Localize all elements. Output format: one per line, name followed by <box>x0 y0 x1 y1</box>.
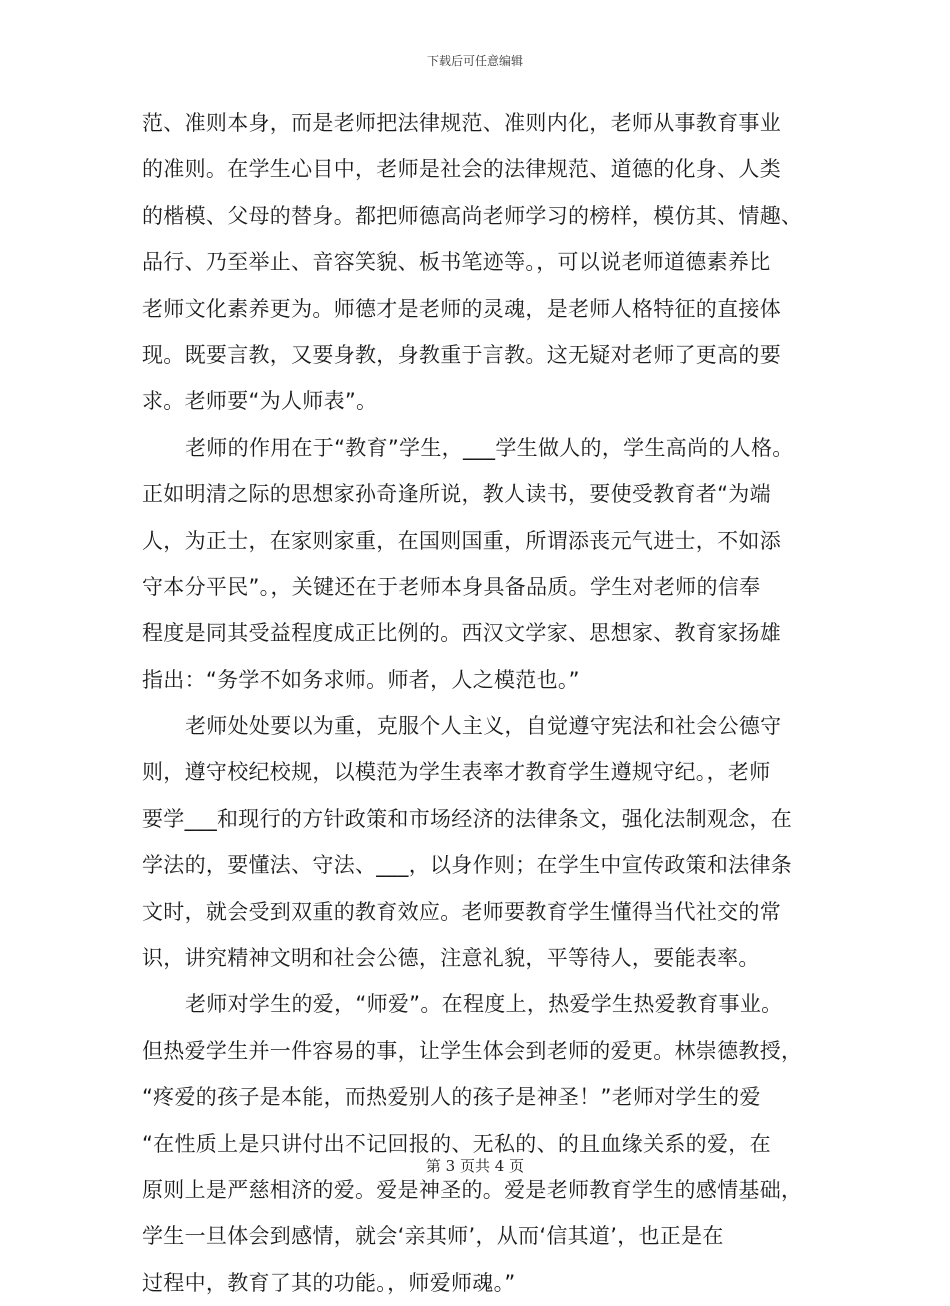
text-line: 程度是同其受益程度成正比例的。西汉文学家、思想家、教育家扬雄 <box>142 621 781 646</box>
text-line: 识，讲究精神文明和社会公德，注意礼貌，平等待人，要能表率。 <box>142 946 760 971</box>
paragraph-first-line: 老师处处要以为重，克服个人主义，自觉遵守宪法和社会公德守 <box>185 714 782 739</box>
paragraph-first-line: 老师的作用在于“教育”学生，___学生做人的，学生高尚的人格。 <box>185 435 794 460</box>
paragraph-first-line: 老师对学生的爱，“师爱”。在程度上，热爱学生热爱教育事业。 <box>185 992 783 1017</box>
text-line: 文时，就会受到双重的教育效应。老师要教育学生懂得当代社交的常 <box>142 899 781 924</box>
text-line: 则，遵守校纪校规，以模范为学生表率才教育学生遵规守纪。，老师 <box>142 760 771 785</box>
text-line: 要学___和现行的方针政策和市场经济的法律条文，强化法制观念，在 <box>142 806 793 831</box>
text-line: 现。既要言教，又要身教，身教重于言教。这无疑对老师了更高的要 <box>142 342 781 367</box>
text-line: “疼爱的孩子是本能，而热爱别人的孩子是神圣！”老师对学生的爱 <box>142 1085 761 1110</box>
page-header: 下载后可任意编辑 <box>426 54 523 68</box>
text-line: 正如明清之际的思想家孙奇逢所说，教人读书，要使受教育者“为端 <box>142 482 771 507</box>
text-line: 学法的，要懂法、守法、___，以身作则；在学生中宣传政策和法律条 <box>142 853 793 878</box>
document-body <box>142 100 832 1306</box>
page-number-footer: 第 3 页共 4 页 <box>425 1157 525 1175</box>
text-line: 原则上是严慈相济的爱。爱是神圣的。爱是老师教育学生的感情基础， <box>142 1177 803 1202</box>
text-line: 指出：“务学不如务求师。师者，人之模范也。” <box>142 667 580 692</box>
text-line: 但热爱学生并一件容易的事，让学生体会到老师的爱更。林崇德教授， <box>142 1038 803 1063</box>
text-line: 人，为正士，在家则家重，在国则国重，所谓添丧元气进士，不如添 <box>142 528 781 553</box>
text-line: “在性质上是只讲付出不记回报的、无私的、的且血缘关系的爱，在 <box>142 1131 771 1156</box>
text-line: 的楷模、父母的替身。都把师德高尚老师学习的榜样，模仿其、情趣、 <box>142 203 803 228</box>
text-line: 求。老师要“为人师表”。 <box>142 389 378 414</box>
text-line: 范、准则本身，而是老师把法律规范、准则内化，老师从事教育事业 <box>142 111 781 135</box>
text-line: 老师文化素养更为。师德才是老师的灵魂，是老师人格特征的直接体 <box>142 296 781 321</box>
text-line: 学生一旦体会到感情，就会‘亲其师’，从而‘信其道’，也正是在 <box>142 1224 724 1249</box>
text-line: 品行、乃至举止、音容笑貌、板书笔迹等。，可以说老师道德素养比 <box>142 250 771 275</box>
text-line: 守本分平民”。，关键还在于老师本身具备品质。学生对老师的信奉 <box>142 574 761 599</box>
text-line: 过程中，教育了其的功能。，师爱师魂。” <box>142 1270 516 1295</box>
text-line: 的准则。在学生心目中，老师是社会的法律规范、道德的化身、人类 <box>142 157 781 182</box>
